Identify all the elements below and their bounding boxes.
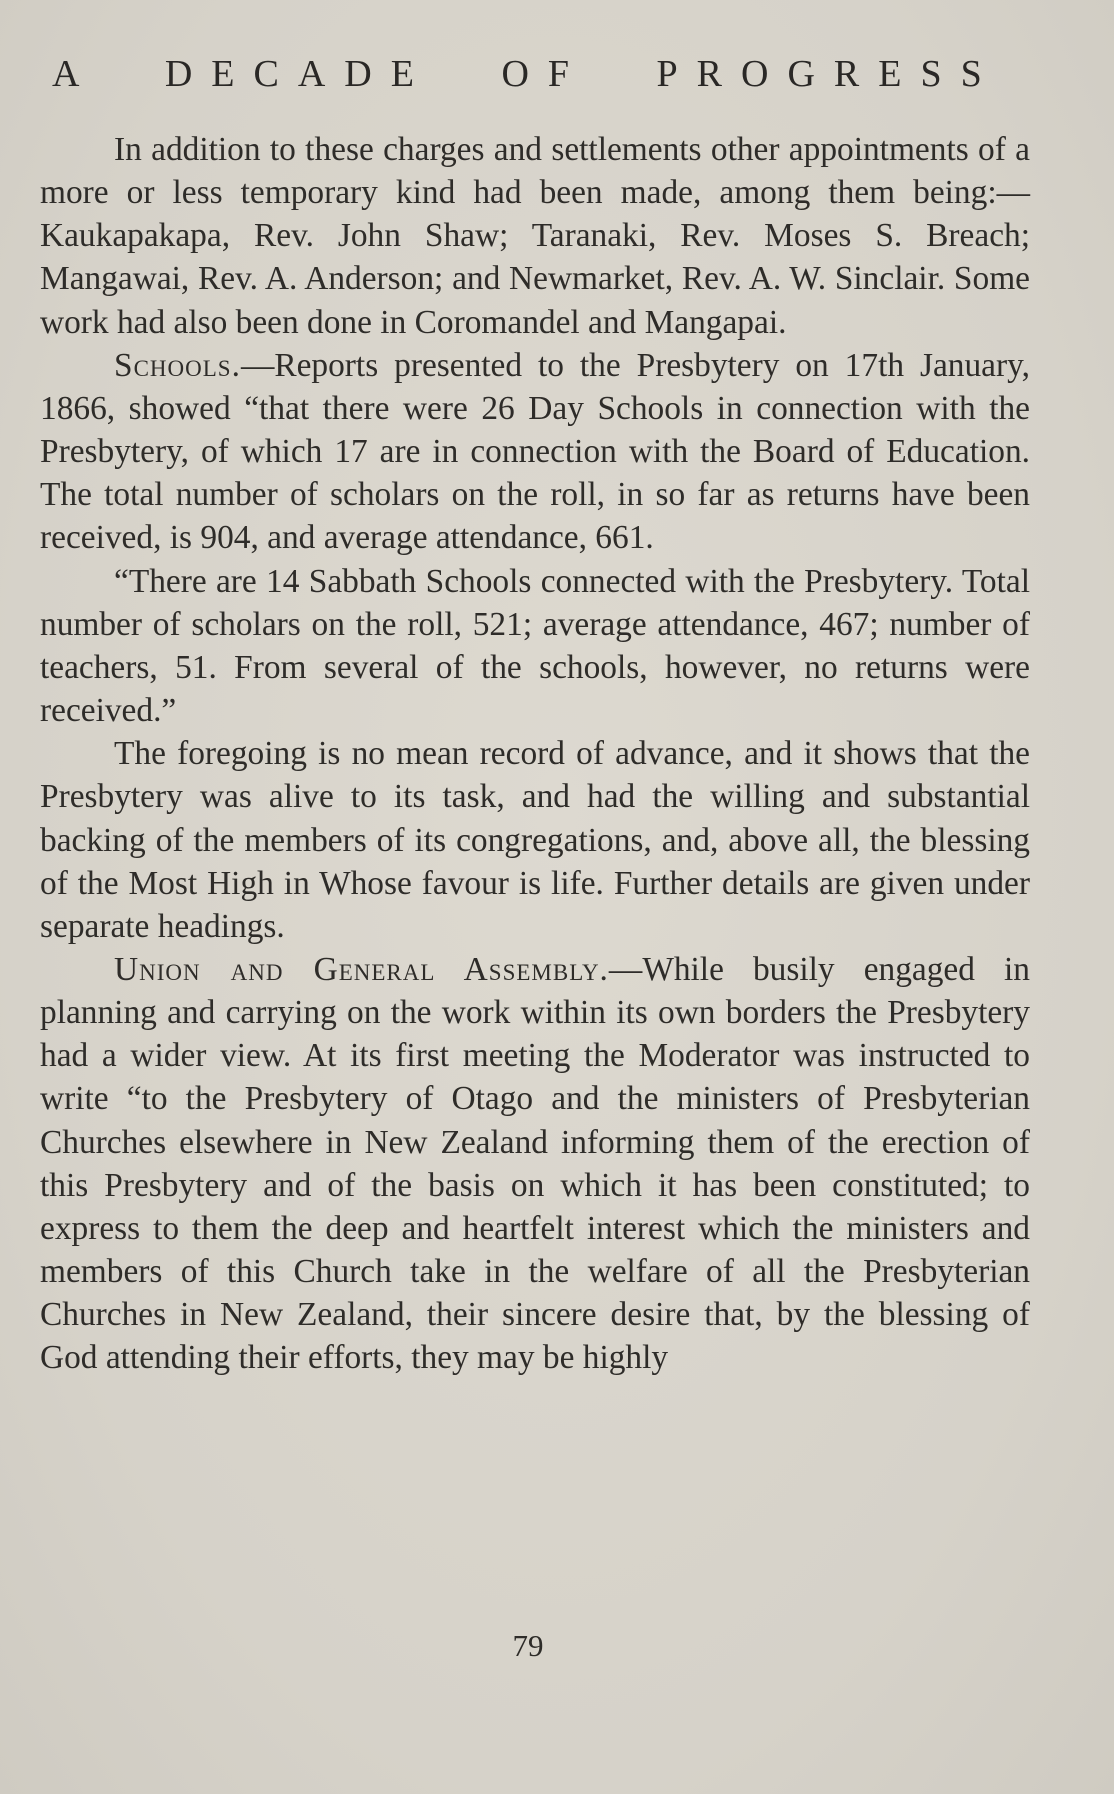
paragraph-charges [40,128,1030,344]
page-number: 79 [512,1628,544,1663]
paragraph-text: In addition to these charges and settlements other appointments of a more or less temporary kind had been made, among them being:—Kaukapakapa, Rev. John Shaw; Taranaki, Rev. Moses S. Breach; Mangawai, Rev. A. Anderson; and Newmarket, Rev. A. W. Sinclair. Some work had also been done in Coromandel and Mangapai. [40,131,1030,341]
paragraph-sabbath-schools [40,560,1030,733]
paragraph-union-assembly [40,948,1030,1380]
paragraph-text: —While busily engaged in planning and carrying on the work within its own borders the Presbytery had a wider view. At its first meeting the Moderator was instructed to write “to the Presbytery of Otago and the ministers of Presbyterian Churches elsewhere in New Zealand informing them of the erection of this Presbytery and of the basis on which it has been constituted; to express to them the deep and heartfelt interest which the ministers and members of this Church take in the welfare of all the Presbyterian Churches in New Zealand, their sincere desire that, by the blessing of God attending their efforts, they may be highly [40,950,1031,1377]
paragraph-text: The foregoing is no mean record of advance, and it shows that the Presbytery was alive to its task, and had the willing and substantial backing of the members of its congregations, and, above all, the blessing of the Most High in Whose favour is life. Further details are given under separate headings. [40,735,1030,945]
section-lead-schools: Schools. [114,346,241,384]
running-head: A DECADE OF PROGRESS [52,53,1001,95]
body-text [40,128,1030,1380]
paragraph-text: —Reports presented to the Presbytery on 17th January, 1866, showed “that there were 26 Day Schools in connection with the Presbytery, of which 17 are in connection with the Board of Education. The total number of scholars on the roll, in so far as returns have been received, is 904, and average attendance, 661. [40,346,1030,557]
paragraph-foregoing [40,732,1030,948]
section-lead-union: Union and General Assembly. [114,950,609,988]
paragraph-schools [40,344,1030,560]
paragraph-text: “There are 14 Sabbath Schools connected with the Presbytery. Total number of scholars on the roll, 521; average attendance, 467; number of teachers, 51. From several of the schools, however, no returns were received.” [40,562,1030,730]
